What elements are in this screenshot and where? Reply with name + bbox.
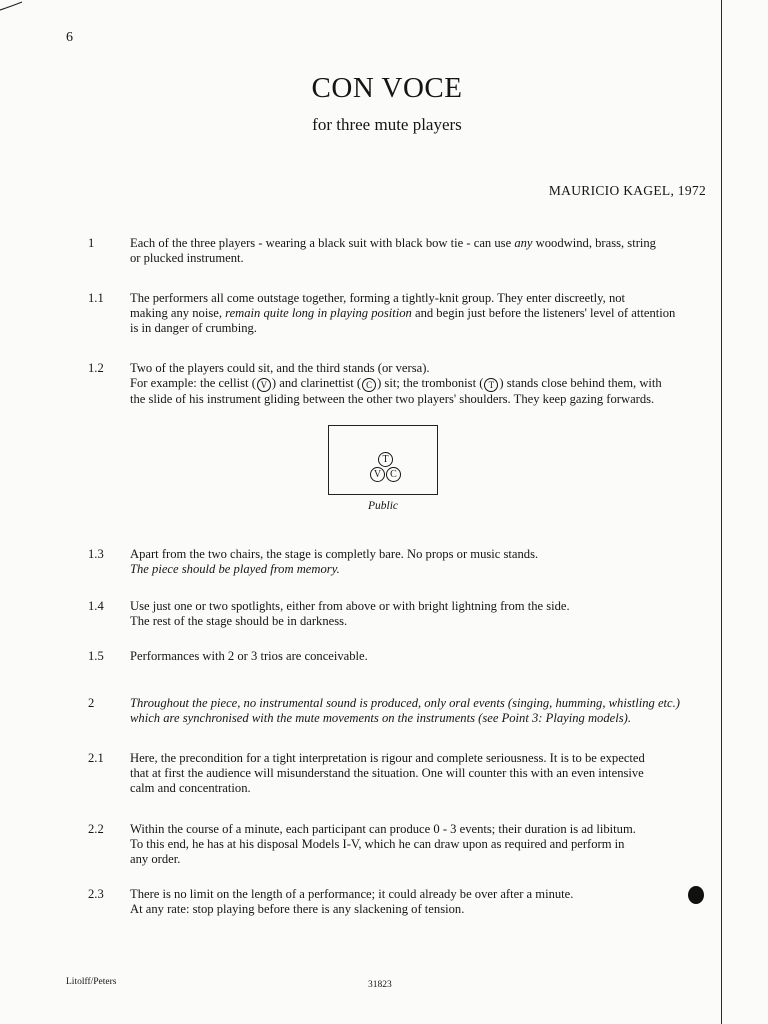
cellist-symbol: V xyxy=(370,467,385,482)
section-text: The performers all come outstage together, forming a tightly-knit group. They enter discreetly, not making any noise, remain quite long in playing position and begin just before the listeners' level of attention is in danger of crumbing. xyxy=(130,291,676,335)
cellist-symbol: V xyxy=(257,378,271,392)
section-number: 1.4 xyxy=(88,599,104,613)
section-1-1 xyxy=(88,291,712,335)
section-text: Each of the three players - wearing a black suit with black bow tie - can use any woodwind, brass, string or plucked instrument. xyxy=(130,236,656,265)
section-number: 1.1 xyxy=(88,291,104,305)
section-1-2 xyxy=(88,361,712,407)
trombonist-symbol: T xyxy=(484,378,498,392)
scan-edge-rule xyxy=(721,0,722,1024)
section-text: Performances with 2 or 3 trios are conceivable. xyxy=(130,649,368,663)
section-1-4 xyxy=(88,599,712,629)
page-subtitle: for three mute players xyxy=(312,115,462,134)
section-text: There is no limit on the length of a performance; it could already be over after a minute. At any rate: stop playing before there is any slackening of tension. xyxy=(130,887,574,916)
stage-diagram xyxy=(328,425,438,495)
section-number: 1.5 xyxy=(88,649,104,663)
clarinettist-symbol: C xyxy=(386,467,401,482)
plate-number: 31823 xyxy=(368,980,392,990)
section-2-2 xyxy=(88,822,712,866)
section-text: Here, the precondition for a tight interpretation is rigour and complete seriousness. It is to be expected that at first the audience will misunderstand the situation. One will counter this with an even intensive calm and concentration. xyxy=(130,751,645,795)
section-number: 1.2 xyxy=(88,361,104,375)
clarinettist-symbol: C xyxy=(362,378,376,392)
page-title: CON VOCE xyxy=(311,72,463,104)
trombonist-symbol: T xyxy=(378,452,393,467)
section-1 xyxy=(88,236,712,266)
section-1-5 xyxy=(88,649,712,664)
section-number: 2.3 xyxy=(88,887,104,901)
section-text: Use just one or two spotlights, either from above or with bright lightning from the side. The rest of the stage should be in darkness. xyxy=(130,599,570,628)
section-number: 1 xyxy=(88,236,95,250)
section-text: Two of the players could sit, and the third stands (or versa). For example: the cellist ( V ) and clarinettist ( C ) sit; the trombonist ( T ) stands close behind them, with the slide of his instrument gliding between the other two players' shoulders. They keep gazing forwards. xyxy=(130,361,662,406)
section-2-1 xyxy=(88,751,712,795)
section-number: 2 xyxy=(88,696,95,710)
section-2 xyxy=(88,696,712,726)
publisher-footer: Litolff/Peters xyxy=(66,977,117,987)
section-text: Throughout the piece, no instrumental sound is produced, only oral events (singing, humming, whistling etc.) which are synchronised with the mute movements on the instruments (see Point 3: Playing models). xyxy=(130,696,680,725)
ink-blot xyxy=(688,886,704,904)
section-number: 2.2 xyxy=(88,822,104,836)
section-1-3 xyxy=(88,547,712,577)
public-label: Public xyxy=(367,500,399,512)
section-number: 2.1 xyxy=(88,751,104,765)
section-2-3 xyxy=(88,887,712,917)
section-text: Apart from the two chairs, the stage is completly bare. No props or music stands. The piece should be played from memory. xyxy=(130,547,539,576)
composer-credit: MAURICIO KAGEL, 1972 xyxy=(548,183,706,198)
section-number: 1.3 xyxy=(88,547,104,561)
corner-scan-mark xyxy=(0,0,40,14)
page-number: 6 xyxy=(66,30,73,45)
section-text: Within the course of a minute, each participant can produce 0 - 3 events; their duration is ad libitum. To this end, he has at his disposal Models I-V, which he can draw upon as required and perform in any order. xyxy=(130,822,636,866)
